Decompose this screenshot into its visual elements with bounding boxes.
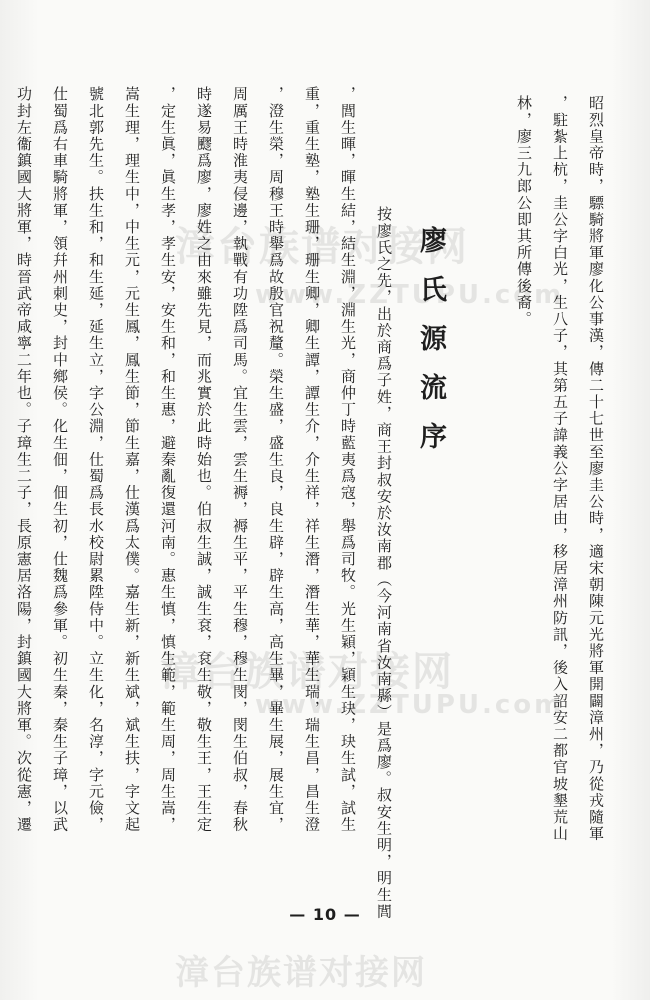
- watermark-chinese: 漳台族谱对接网: [175, 224, 469, 270]
- text-column: 按廖氏之先，出於商爲子姓，商王封叔安於汝南郡（今河南省汝南縣）是爲廖。叔安生明，明生閭: [375, 206, 393, 920]
- text-column: 重，重生塾，塾生珊，珊生卿，卿生譚，譚生介，介生祥，祥生潛，潛生華，華生瑞，瑞生昌，昌生澄: [303, 86, 321, 833]
- text-column: ，閭生暉，暉生結，結生淵，淵生光，商仲丁時藍夷爲寇，舉爲司牧。光生穎，穎生玦，玦生試，試生: [339, 86, 357, 833]
- text-column: 時遂易飂爲廖，廖姓之由來雖先見，而兆實於此時始也。伯叔生誠，誠生袞，袞生敬，敬生王，王生定: [195, 86, 213, 833]
- watermark-url: www.ZZTUPU.com: [255, 280, 565, 310]
- text-column: 功封左衞鎮國大將軍，時晉武帝咸寧二年也。子璋生二子，長原憲居洛陽，封鎮國大將軍。次從憲，遷: [15, 86, 33, 833]
- text-column: 周厲王時淮夷侵邊，執戰有功陞爲司馬。宜生雲，雲生褥，褥生平，平生穆，穆生閔，閔生伯叔，春秋: [231, 86, 249, 833]
- text-column: ，澄生榮，周穆王時舉爲故殷官祝釐。榮生盛，盛生良，良生辟，辟生高，高生畢，畢生展，展生宜，: [267, 86, 285, 833]
- text-column: ，駐紮上杭，圭公字白光，生八子，其第五子諱義公字居由，移居漳州防訊，後入詔安二都官坡墾荒山: [551, 95, 569, 842]
- watermark-chinese: 漳台族谱对接网: [175, 953, 427, 993]
- watermark-url: www.ZZTUPU.com: [255, 690, 565, 720]
- page-number: — 10 —: [289, 905, 361, 924]
- watermark-chinese: 漳台族谱对接网: [160, 649, 454, 695]
- text-column: 林，廖三九郎公即其所傳後裔。: [515, 95, 533, 328]
- text-column: 仕蜀爲右車騎將軍，領幷州刺史，封中鄉侯。化生佃，佃生初，仕魏爲參軍。初生秦，秦生子璋，以武: [51, 86, 69, 833]
- text-column: 昭烈皇帝時，驃騎將軍廖化公事漢，傳二十七世至廖圭公時，適宋朝陳元光將軍開闢漳州，乃從戎隨軍: [587, 95, 605, 842]
- text-column: 嵩生理，理生中，中生元，元生鳳，鳳生節，節生嘉，仕漢爲太僕。嘉生新，新生斌，斌生扶，字文起: [123, 86, 141, 833]
- section-title: 廖氏源流序: [415, 226, 446, 471]
- text-column: 號北郭先生。扶生和，和生延，延生立，字公淵，仕蜀爲長水校尉累陞侍中。立生化，名淳，字元儉，: [87, 86, 105, 833]
- text-column: ，定生眞，眞生孝，孝生安，安生和，和生惠，避秦亂復還河南。惠生慎，慎生範，範生周，周生嵩，: [159, 86, 177, 833]
